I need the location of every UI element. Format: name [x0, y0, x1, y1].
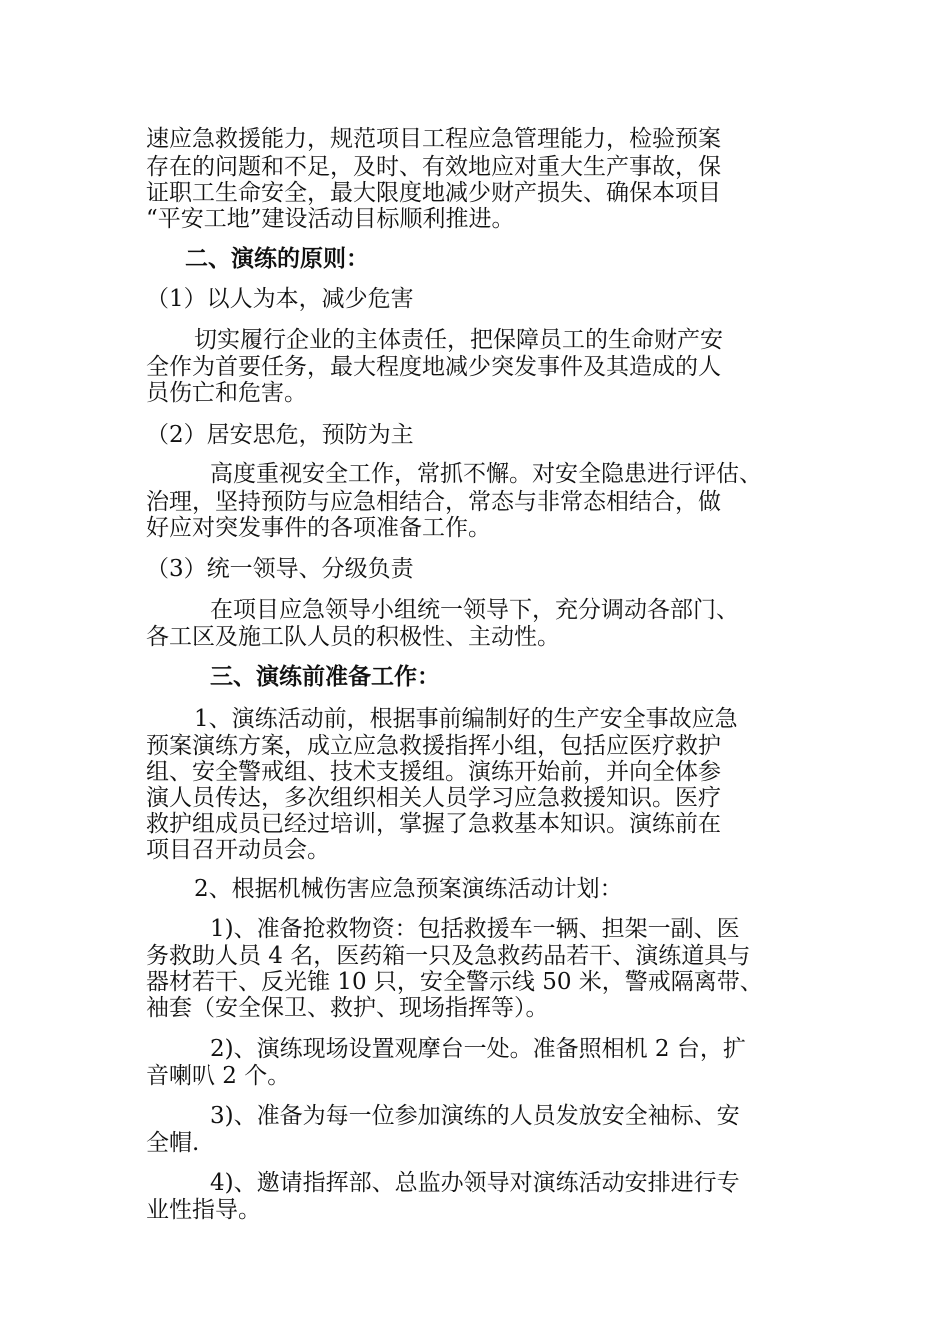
principle-title: （2）居安思危，预防为主: [146, 422, 414, 448]
paragraph-line: 各工区及施工队人员的积极性、主动性。: [146, 624, 560, 650]
list-item-line: 2)、演练现场设置观摩台一处。准备照相机 2 台，扩: [210, 1036, 746, 1062]
list-item-line: 4)、邀请指挥部、总监办领导对演练活动安排进行专: [210, 1170, 740, 1196]
paragraph-line: 2、根据机械伤害应急预案演练活动计划：: [194, 876, 623, 902]
list-item-line: 1)、准备抢救物资：包括救援车一辆、担架一副、医: [210, 916, 740, 942]
paragraph-line: 在项目应急领导小组统一领导下，充分调动各部门、: [210, 597, 739, 623]
paragraph-line: 全作为首要任务，最大程度地减少突发事件及其造成的人: [146, 354, 721, 380]
paragraph-line: 高度重视安全工作，常抓不懈。对安全隐患进行评估、: [210, 461, 762, 487]
paragraph-line: 1、演练活动前，根据事前编制好的生产安全事故应急: [194, 706, 738, 732]
section-heading: 二、演练的原则：: [185, 246, 369, 272]
list-item-line: 器材若干、反光锥 10 只，安全警示线 50 米，警戒隔离带、: [146, 969, 763, 995]
paragraph-line: 预案演练方案，成立应急救援指挥小组，包括应医疗救护: [146, 733, 721, 759]
list-item-line: 音喇叭 2 个。: [146, 1063, 291, 1089]
paragraph-line: 好应对突发事件的各项准备工作。: [146, 515, 491, 541]
list-item-line: 务救助人员 4 名，医药箱一只及急救药品若干、演练道具与: [146, 943, 751, 969]
list-item-line: 业性指导。: [146, 1197, 261, 1223]
intro-line: 存在的问题和不足，及时、有效地应对重大生产事故，保: [146, 154, 721, 180]
paragraph-line: 组、安全警戒组、技术支援组。演练开始前，并向全体参: [146, 759, 721, 785]
intro-line: 速应急救援能力，规范项目工程应急管理能力，检验预案: [146, 126, 721, 152]
principle-title: （3）统一领导、分级负责: [146, 556, 414, 582]
list-item-line: 全帽.: [146, 1130, 200, 1156]
list-item-line: 3)、准备为每一位参加演练的人员发放安全袖标、安: [210, 1103, 740, 1129]
paragraph-line: 演人员传达，多次组织相关人员学习应急救援知识。医疗: [146, 785, 721, 811]
principle-title: （1）以人为本，减少危害: [146, 286, 414, 312]
paragraph-line: 治理，坚持预防与应急相结合，常态与非常态相结合，做: [146, 489, 721, 515]
paragraph-line: 员伤亡和危害。: [146, 380, 307, 406]
intro-line: “平安工地”建设活动目标顺利推进。: [146, 206, 515, 232]
list-item-line: 袖套（安全保卫、救护、现场指挥等）。: [146, 995, 549, 1021]
section-heading: 三、演练前准备工作：: [210, 664, 440, 690]
paragraph-line: 切实履行企业的主体责任，把保障员工的生命财产安: [194, 327, 723, 353]
paragraph-line: 救护组成员已经过培训，掌握了急救基本知识。演练前在: [146, 811, 721, 837]
intro-line: 证职工生命安全，最大限度地减少财产损失、确保本项目: [146, 180, 721, 206]
paragraph-line: 项目召开动员会。: [146, 837, 330, 863]
